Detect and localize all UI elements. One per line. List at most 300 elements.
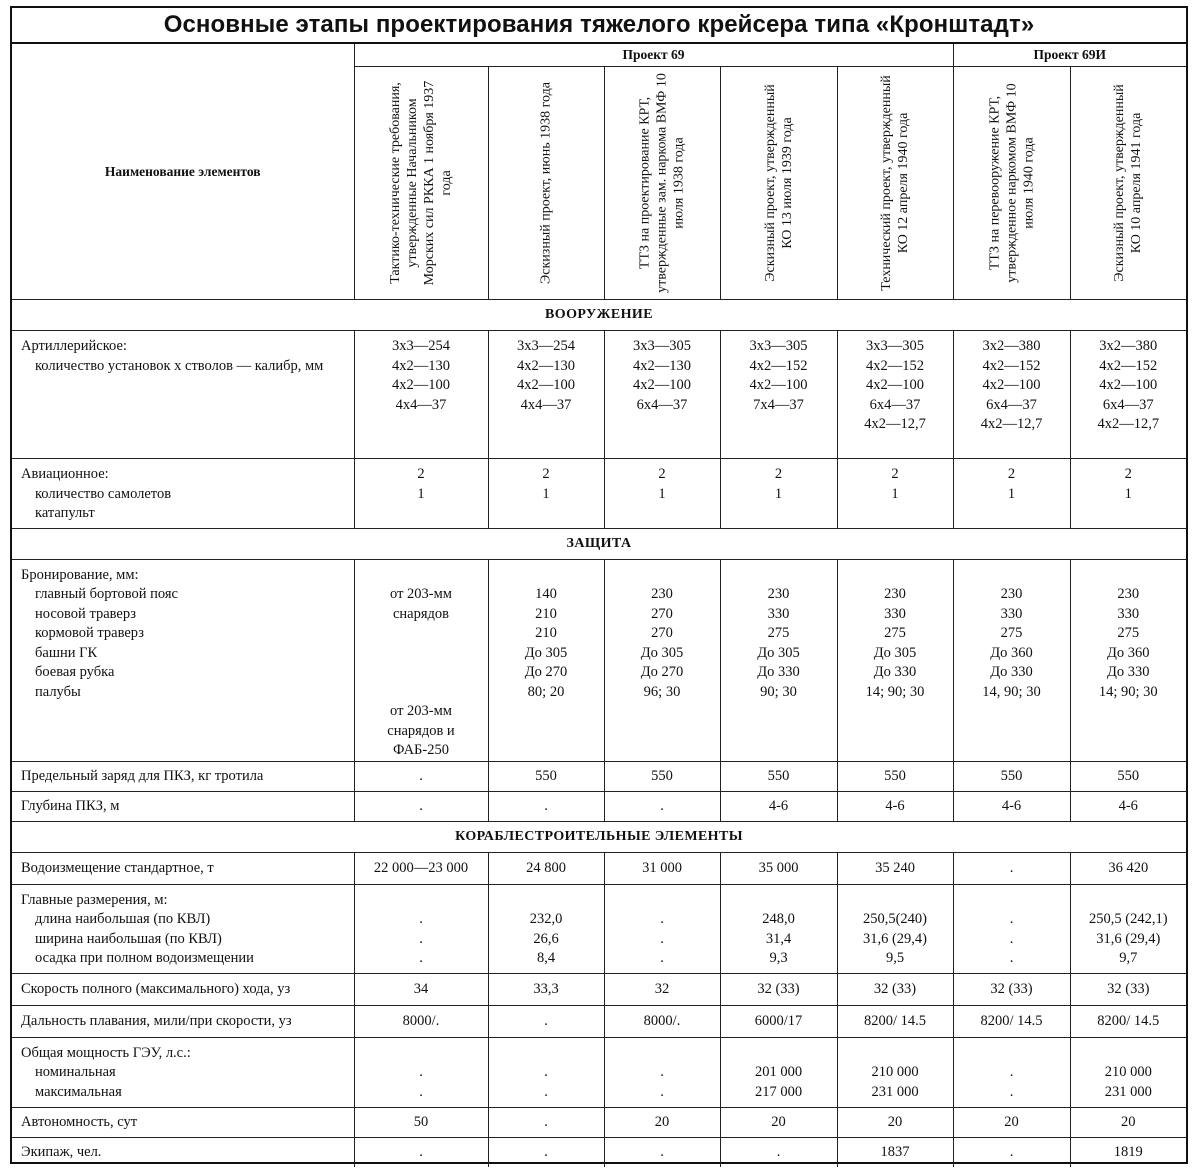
value-cell: . [604,1137,720,1167]
value-line: 210 000 [871,1064,919,1080]
row-label: Бронирование, мм: главный бортовой пояс носовой траверз кормовой траверз башни ГК боевая рубка палубы [12,559,354,761]
row-label: Глубина ПКЗ, м [12,791,354,821]
value-line: 4х4—37 [520,396,572,413]
value-line [489,566,604,586]
value-line: 330 [1117,605,1140,622]
value-line: . [660,950,664,966]
value-line [1071,741,1187,761]
value-cell [354,1037,488,1107]
value-line: 1 [891,485,899,502]
value-line: До 360 [1106,644,1150,661]
value-line: снарядов [392,605,450,622]
value-line: 8,4 [536,950,556,966]
value-cell [488,559,604,761]
value-cell [953,459,1070,529]
section-shipbuilding: КОРАБЛЕСТРОИТЕЛЬНЫЕ ЭЛЕМЕНТЫ [12,821,1186,852]
value-line: . [660,911,664,927]
value-cell [720,559,837,761]
value-line: 14, 90; 30 [982,683,1041,700]
value-line [721,415,837,435]
value-line: 275 [884,625,906,641]
value-cell [488,884,604,973]
value-line [605,741,720,761]
value-cell: 32 (33) [1070,973,1186,1005]
section-row [12,528,1186,559]
value-cell: 20 [953,1107,1070,1137]
value-cell [1070,884,1186,973]
value-cell [604,331,720,459]
project-69-header: Проект 69 [354,44,953,67]
value-line [1071,566,1187,586]
value-line: 210 [535,625,557,641]
value-line: До 330 [990,664,1033,680]
value-line [355,624,488,644]
value-cell [837,1037,953,1107]
value-line [838,741,953,761]
value-cell: 4-6 [1070,791,1186,821]
value-line: 4х4—37 [395,396,447,413]
value-cell: 35 000 [720,852,837,884]
value-cell: . [604,791,720,821]
value-cell [604,459,720,529]
value-line: снарядов и [387,722,455,739]
value-line: 9,3 [769,950,788,966]
row-label: Общая мощность ГЭУ, л.с.: номинальная максимальная [12,1037,354,1107]
value-line: 330 [1000,605,1023,622]
value-line: . [419,930,423,947]
value-line: До 330 [873,664,917,680]
value-line: . [1009,950,1014,966]
value-line: 2 [417,466,425,482]
table-row-artillery [12,331,1186,459]
stage-header: Эскизный проект, утвержденный КО 10 апреля 1941 года [1070,67,1186,300]
value-line: 6х4—37 [636,396,688,413]
value-line [605,1044,720,1064]
value-line: 2 [542,466,550,482]
value-cell [354,559,488,761]
table-row-pkz-charge [12,761,1186,791]
value-line [605,702,720,722]
value-cell: 6000/17 [720,1005,837,1037]
value-cell: 35 240 [837,852,953,884]
value-line: До 305 [640,644,684,661]
value-line [954,722,1070,742]
value-cell: . [953,1137,1070,1167]
value-line: 2 [891,466,899,482]
value-cell [837,884,953,973]
value-cell: . [488,1107,604,1137]
value-line [1071,722,1187,742]
row-label: Главные размерения, м: длина наибольшая (по КВЛ) ширина наибольшая (по КВЛ) осадка при полном водоизмещении [12,884,354,973]
value-line [721,504,837,524]
row-label: Артиллерийское: количество установок х стволов — калибр, мм [12,331,354,459]
value-cell: 550 [604,761,720,791]
value-cell: 31 000 [604,852,720,884]
value-cell: 24 800 [488,852,604,884]
value-line: 6х4—37 [1102,396,1154,413]
row-label: Дальность плавания, мили/при скорости, уз [12,1005,354,1037]
row-label: Автономность, сут [12,1107,354,1137]
value-line: 4х2—152 [749,357,808,374]
table-row-dimensions [12,884,1186,973]
value-line [605,722,720,742]
value-line: 3х2—380 [1099,338,1158,354]
value-line: 4х2—100 [1099,377,1158,393]
value-line: 217 000 [754,1083,803,1100]
value-line: . [660,1064,664,1080]
value-cell: . [953,852,1070,884]
value-line: 230 [651,586,673,602]
value-line: . [660,930,664,947]
value-line [355,415,488,435]
value-line: 14; 90; 30 [1098,683,1158,700]
value-line: 90; 30 [760,683,797,700]
value-cell [837,459,953,529]
value-cell [720,331,837,459]
value-cell: 50 [354,1107,488,1137]
value-line: 230 [1000,586,1023,602]
value-line: 4х2—100 [633,377,691,393]
table-row-speed [12,973,1186,1005]
value-line: До 305 [873,644,917,661]
value-line: 4х2—130 [392,357,450,374]
value-line: 3х3—305 [866,338,924,354]
value-line: . [1009,930,1014,947]
value-line: 250,5 (242,1) [1088,911,1168,927]
value-line [355,891,488,911]
value-cell: . [488,791,604,821]
value-cell [720,459,837,529]
value-cell [953,1037,1070,1107]
value-line: 6х4—37 [986,396,1037,413]
value-line: 1 [658,485,666,502]
value-cell: 1837 [837,1137,953,1167]
value-cell: 20 [720,1107,837,1137]
value-cell [1070,559,1186,761]
value-cell [953,559,1070,761]
value-cell: 4-6 [953,791,1070,821]
value-cell: 550 [953,761,1070,791]
value-line: . [544,1083,548,1100]
value-cell: 550 [488,761,604,791]
value-line [605,415,720,435]
value-line: от 203-мм [390,586,452,602]
value-line: 275 [1000,625,1023,641]
value-line: 3х3—254 [392,338,450,354]
value-cell [1070,459,1186,529]
stage-header: Технический проект, утвержденный КО 12 апреля 1940 года [837,67,953,300]
value-cell: 550 [720,761,837,791]
value-line: ФАБ-250 [393,742,449,758]
value-line: 4х2—130 [633,357,691,374]
value-line [1071,891,1187,911]
value-cell [488,459,604,529]
value-line [489,1044,604,1064]
value-cell: 32 (33) [837,973,953,1005]
value-cell: . [354,761,488,791]
value-line: 231 000 [871,1083,919,1100]
row-label: Экипаж, чел. [12,1137,354,1167]
value-cell [354,884,488,973]
value-line [355,663,488,683]
table-row-power [12,1037,1186,1107]
value-line: 4х2—152 [982,357,1041,374]
value-line: 31,4 [765,930,792,947]
value-line: . [660,1083,664,1100]
value-line: 3х3—254 [517,338,575,354]
stage-header: Эскизный проект, утвержденный КО 13 июля 1939 года [720,67,837,300]
project-69i-header: Проект 69И [953,44,1186,67]
value-line [489,741,604,761]
value-line: 4х2—130 [517,357,575,374]
stage-header: Эскизный проект, июнь 1938 года [488,67,604,300]
value-line: . [1009,1064,1014,1080]
value-line: 250,5(240) [862,911,928,927]
value-cell: 36 420 [1070,852,1186,884]
value-line [605,566,720,586]
value-line: До 360 [990,644,1033,661]
value-cell: 22 000—23 000 [354,852,488,884]
value-line: . [544,1064,548,1080]
value-line [838,1044,953,1064]
value-cell [604,559,720,761]
value-line: . [1009,1083,1014,1100]
value-cell [354,459,488,529]
value-line: 1 [1007,485,1016,502]
value-line: 3х3—305 [749,338,808,354]
value-line: 4х2—12,7 [864,416,926,432]
stage-header: Тактико-технические требования, утвержденные Начальником Морских сил РККА 1 ноября 1937 года [354,67,488,300]
value-line: 6х4—37 [869,396,921,413]
table-row-armor [12,559,1186,761]
value-line: До 305 [524,644,568,661]
value-line: До 270 [640,664,684,680]
value-cell [604,884,720,973]
value-line [954,741,1070,761]
value-line [838,722,953,742]
value-cell: 20 [837,1107,953,1137]
value-line: 2 [1124,466,1132,482]
value-line: 31,6 (29,4) [862,930,928,947]
row-label: Водоизмещение стандартное, т [12,852,354,884]
value-line: . [419,1083,423,1100]
value-line: До 330 [1106,664,1150,680]
value-line: . [419,911,423,927]
value-cell: 8200/ 14.5 [953,1005,1070,1037]
value-cell: 8000/. [354,1005,488,1037]
value-line [355,566,488,586]
value-line [1071,504,1187,524]
table-row-pkz-depth [12,791,1186,821]
value-line [489,702,604,722]
value-line: 96; 30 [643,683,681,700]
value-cell [488,331,604,459]
table-row-displacement [12,852,1186,884]
value-cell: . [488,1005,604,1037]
value-line: 1 [417,485,425,502]
value-cell [953,331,1070,459]
value-line [489,415,604,435]
value-line [954,566,1070,586]
value-cell: . [354,791,488,821]
value-line [489,504,604,524]
value-line: 275 [1117,625,1140,641]
value-cell [1070,1037,1186,1107]
table-row-crew [12,1137,1186,1167]
value-line: 1 [774,485,783,502]
value-line: 4х2—100 [982,377,1041,393]
value-cell: 20 [604,1107,720,1137]
value-line: 4х2—12,7 [980,416,1043,432]
value-cell: 4-6 [720,791,837,821]
value-line: 201 000 [754,1064,803,1080]
value-line [721,722,837,742]
value-line [838,891,953,911]
table-row-aviation [12,459,1186,529]
value-line: 4х2—152 [1099,357,1158,374]
value-line: 140 [535,586,557,602]
value-line [954,702,1070,722]
value-cell: 550 [837,761,953,791]
value-line: от 203-мм [390,703,452,719]
value-line: 210 [535,605,557,622]
value-line: 9,7 [1119,950,1138,966]
value-cell: 33,3 [488,973,604,1005]
value-line: 7х4—37 [753,396,804,413]
value-line: . [419,950,423,966]
value-line [355,644,488,664]
value-line: 330 [884,605,906,622]
value-line: 4х2—152 [866,357,924,374]
value-cell: 8200/ 14.5 [1070,1005,1186,1037]
value-line: 248,0 [762,911,795,927]
value-line: 270 [651,625,673,641]
value-cell: . [488,1137,604,1167]
value-line: 4х2—100 [392,377,450,393]
row-label: Авиационное: количество самолетов катапульт [12,459,354,529]
value-cell: 1819 [1070,1137,1186,1167]
document-page [10,6,1188,1164]
row-label: Предельный заряд для ПКЗ, кг тротила [12,761,354,791]
value-line: 1 [1124,485,1132,502]
stage-header: ТТЗ на проектирование КРТ, утвержденные зам. наркома ВМФ 10 июля 1938 года [604,67,720,300]
value-line [489,891,604,911]
section-row [12,821,1186,852]
value-cell: 4-6 [837,791,953,821]
section-protection: ЗАЩИТА [12,528,1186,559]
value-line: До 305 [757,644,800,661]
value-cell: 32 (33) [953,973,1070,1005]
value-line: 230 [767,586,790,602]
value-line: 9,5 [885,950,905,966]
design-stages-table [12,44,1186,1167]
value-cell: . [354,1137,488,1167]
value-cell [604,1037,720,1107]
value-line: 230 [884,586,906,602]
section-armament: ВООРУЖЕНИЕ [12,300,1186,331]
header-row-projects [12,44,1186,67]
value-line: 2 [658,466,666,482]
value-line [605,504,720,524]
value-line: 330 [767,605,790,622]
value-line [954,891,1070,911]
page-title: Основные этапы проектирования тяжелого крейсера типа «Кронштадт» [12,8,1186,44]
value-line: До 330 [757,664,800,680]
value-line: 2 [1007,466,1016,482]
value-cell [720,1037,837,1107]
value-cell: 20 [1070,1107,1186,1137]
table-row-autonomy [12,1107,1186,1137]
value-cell [837,559,953,761]
value-line [355,504,488,524]
value-line: . [1009,911,1014,927]
value-line [838,702,953,722]
value-line [838,504,953,524]
value-line [721,566,837,586]
value-line: 275 [767,625,790,641]
table-row-range [12,1005,1186,1037]
value-line: 231 000 [1104,1083,1152,1100]
value-line: 270 [651,605,673,622]
value-line [605,891,720,911]
value-cell [720,884,837,973]
value-line: 31,6 (29,4) [1096,930,1161,947]
value-cell: 32 [604,973,720,1005]
value-line [954,1044,1070,1064]
value-line: 14; 90; 30 [865,683,925,700]
value-line: 2 [774,466,783,482]
value-line [1071,702,1187,722]
value-line [355,683,488,703]
value-line: 4х2—100 [866,377,924,393]
value-line: 4х2—100 [517,377,575,393]
value-cell: . [720,1137,837,1167]
value-line: 80; 20 [527,683,565,700]
value-line [489,722,604,742]
value-cell [488,1037,604,1107]
row-label: Скорость полного (максимального) хода, уз [12,973,354,1005]
value-cell: 550 [1070,761,1186,791]
value-line: 210 000 [1104,1064,1152,1080]
value-cell: 32 (33) [720,973,837,1005]
stage-header: ТТЗ на перевооружение КРТ, утвержденное наркомом ВМФ 10 июля 1940 года [953,67,1070,300]
value-line: 4х2—12,7 [1097,416,1160,432]
value-line: 232,0 [529,911,563,927]
value-line [355,1044,488,1064]
value-line: 3х3—305 [633,338,691,354]
section-row [12,300,1186,331]
value-line [721,1044,837,1064]
value-cell: 8000/. [604,1005,720,1037]
value-line [721,741,837,761]
value-cell: 8200/ 14.5 [837,1005,953,1037]
value-line: . [419,1064,423,1080]
value-line: До 270 [524,664,568,680]
value-line: 4х2—100 [749,377,808,393]
value-cell [1070,331,1186,459]
value-line [721,891,837,911]
value-line: 26,6 [533,930,559,947]
value-line: 3х2—380 [982,338,1041,354]
value-line: 230 [1117,586,1140,602]
value-line: 1 [542,485,550,502]
value-cell [837,331,953,459]
value-line [954,504,1070,524]
value-cell: 34 [354,973,488,1005]
value-cell [354,331,488,459]
column-header-elements: Наименование элементов [12,44,354,300]
value-line [721,702,837,722]
